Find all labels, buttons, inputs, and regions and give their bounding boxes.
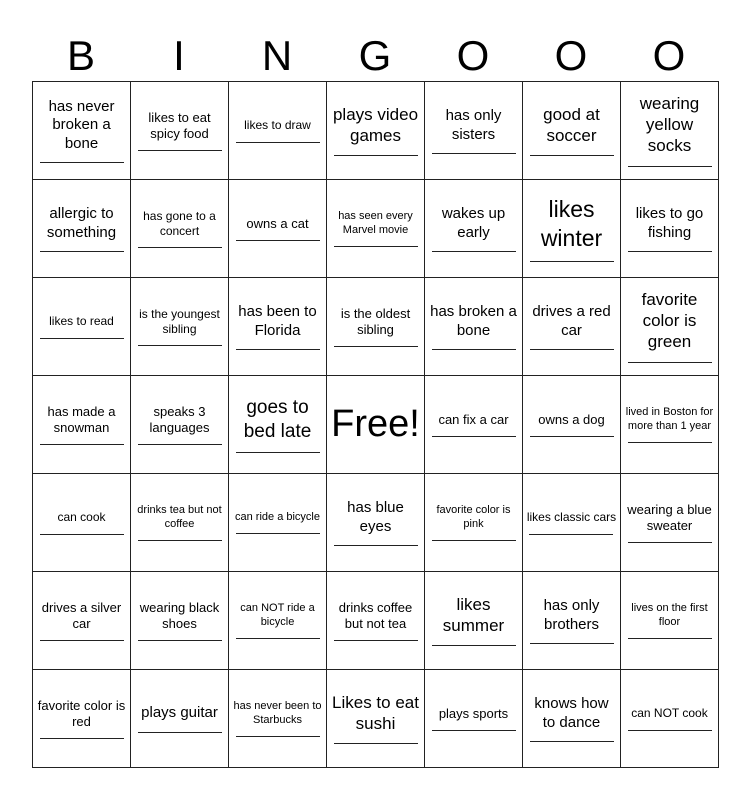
cell-content [527, 195, 617, 261]
bingo-grid [32, 81, 719, 768]
signature-line [432, 344, 516, 350]
signature-line [40, 733, 124, 739]
cell-content [331, 499, 421, 546]
cell-content [138, 704, 222, 732]
bingo-cell[interactable] [131, 82, 229, 180]
cell-content [233, 602, 323, 639]
cell-content [37, 698, 127, 740]
signature-line [40, 529, 124, 535]
signature-line [432, 148, 516, 154]
signature-line [530, 256, 614, 262]
cell-content [530, 412, 614, 438]
cell-label: has been to Florida [238, 303, 317, 339]
cell-content [331, 105, 421, 156]
cell-label: can NOT cook [631, 706, 708, 721]
signature-line [40, 635, 124, 641]
cell-content [625, 290, 715, 362]
bingo-cell[interactable] [33, 670, 131, 768]
signature-line [236, 137, 320, 143]
cell-label: good at soccer [543, 104, 600, 145]
cell-label: likes summer [442, 594, 505, 635]
cell-content [233, 396, 323, 452]
bingo-cell[interactable] [523, 474, 621, 572]
cell-content [429, 595, 519, 646]
cell-label: is the youngest sibling [139, 306, 220, 336]
cell-content [527, 597, 617, 644]
cell-label: drinks coffee but not tea [338, 599, 413, 631]
cell-content [135, 307, 225, 346]
signature-line [236, 344, 320, 350]
cell-label: Likes to eat sushi [332, 692, 419, 733]
cell-label: plays sports [438, 705, 509, 721]
cell-content [432, 706, 516, 732]
bingo-cell[interactable] [229, 180, 327, 278]
bingo-cell[interactable] [33, 376, 131, 474]
cell-content [37, 205, 127, 252]
signature-line [40, 157, 124, 163]
cell-content [625, 502, 715, 544]
bingo-cell[interactable] [327, 474, 425, 572]
cell-label: is the oldest sibling [340, 305, 411, 337]
cell-label: plays guitar [141, 704, 218, 722]
signature-line [530, 638, 614, 644]
bingo-cell[interactable] [327, 180, 425, 278]
bingo-cell[interactable] [425, 572, 523, 670]
cell-label: drinks tea but not coffee [137, 504, 222, 530]
bingo-cell[interactable] [523, 376, 621, 474]
signature-line [40, 246, 124, 252]
bingo-cell[interactable] [131, 278, 229, 376]
signature-line [334, 341, 418, 347]
cell-content [625, 94, 715, 166]
signature-line [628, 437, 712, 443]
signature-line [628, 161, 712, 167]
header-letter-b: B [66, 32, 95, 79]
cell-content [429, 107, 519, 154]
signature-line [138, 439, 222, 445]
signature-line [236, 633, 320, 639]
cell-content [236, 216, 320, 242]
cell-label: wearing a blue sweater [627, 501, 712, 533]
bingo-cell[interactable] [33, 474, 131, 572]
cell-label: favorite color is green [641, 290, 698, 351]
bingo-cell[interactable] [33, 572, 131, 670]
bingo-cell[interactable] [33, 278, 131, 376]
bingo-cell[interactable] [425, 82, 523, 180]
cell-content [331, 306, 421, 348]
signature-line [628, 246, 712, 252]
signature-line [236, 528, 320, 534]
bingo-cell[interactable] [327, 82, 425, 180]
bingo-cell[interactable] [131, 180, 229, 278]
signature-line [334, 150, 418, 156]
cell-content [331, 693, 421, 744]
signature-line [432, 246, 516, 252]
cell-label: speaks 3 languages [149, 403, 210, 435]
cell-label: can cook [57, 510, 106, 525]
cell-label: goes to bed late [243, 397, 312, 442]
cell-content [527, 510, 616, 535]
cell-label: likes to eat spicy food [148, 109, 211, 141]
cell-label: likes to go fishing [635, 205, 704, 241]
cell-content [331, 600, 421, 642]
bingo-cell[interactable] [229, 82, 327, 180]
cell-content [331, 210, 421, 247]
bingo-cell[interactable] [523, 180, 621, 278]
bingo-cell[interactable] [621, 572, 719, 670]
signature-line [628, 633, 712, 639]
header-letter-i: I [173, 32, 185, 79]
signature-line [628, 357, 712, 363]
cell-content [527, 105, 617, 156]
signature-line [432, 535, 516, 541]
cell-content [37, 98, 127, 163]
signature-line [432, 725, 516, 731]
signature-line [628, 537, 712, 543]
bingo-cell[interactable] [523, 82, 621, 180]
cell-content [233, 700, 323, 737]
signature-line [40, 439, 124, 445]
cell-label: plays video games [332, 104, 419, 145]
cell-label: drives a red car [532, 303, 611, 339]
cell-content [432, 412, 516, 438]
cell-label: has seen every Marvel movie [338, 210, 413, 236]
cell-label: wearing black shoes [139, 599, 220, 631]
signature-line [138, 635, 222, 641]
bingo-cell[interactable] [33, 82, 131, 180]
cell-label: has only sisters [445, 107, 502, 143]
header-letter-g: G [358, 32, 392, 79]
signature-line [529, 529, 613, 535]
cell-label: has gone to a concert [143, 208, 216, 238]
signature-line [236, 235, 320, 241]
bingo-cell[interactable] [229, 572, 327, 670]
cell-content [37, 404, 127, 446]
cell-content [429, 205, 519, 252]
bingo-cell[interactable] [621, 180, 719, 278]
cell-content [40, 314, 124, 339]
signature-line [530, 431, 614, 437]
bingo-cell[interactable] [523, 572, 621, 670]
cell-content [429, 303, 519, 350]
signature-line [334, 540, 418, 546]
cell-label: owns a dog [538, 411, 605, 427]
cell-content [40, 510, 124, 535]
bingo-cell[interactable] [425, 180, 523, 278]
bingo-cell[interactable] [621, 82, 719, 180]
signature-line [530, 344, 614, 350]
cell-label: can NOT ride a bicycle [240, 602, 315, 628]
signature-line [138, 340, 222, 346]
bingo-cell[interactable] [425, 474, 523, 572]
signature-line [138, 242, 222, 248]
signature-line [530, 150, 614, 156]
cell-label: allergic to something [46, 205, 117, 241]
signature-line [236, 447, 320, 453]
cell-label: wakes up early [441, 205, 506, 241]
header-letter-o: O [652, 32, 686, 79]
bingo-cell[interactable] [229, 376, 327, 474]
signature-line [40, 333, 124, 339]
cell-content [135, 404, 225, 446]
signature-line [432, 431, 516, 437]
cell-label: wearing yellow socks [639, 94, 700, 155]
cell-content [625, 205, 715, 252]
cell-content [135, 504, 225, 541]
cell-label: has made a snowman [47, 403, 116, 435]
free-space-label: Free! [331, 403, 420, 446]
cell-label: likes winter [540, 196, 603, 251]
cell-label: favorite color is red [37, 697, 126, 729]
cell-content [236, 118, 320, 143]
bingo-cell[interactable] [131, 670, 229, 768]
free-space-cell[interactable] [327, 376, 425, 474]
cell-label: drives a silver car [41, 599, 122, 631]
bingo-cell[interactable] [229, 670, 327, 768]
signature-line [138, 727, 222, 733]
bingo-cell[interactable] [131, 474, 229, 572]
cell-label: knows how to dance [534, 695, 609, 731]
cell-label: favorite color is pink [436, 504, 511, 530]
bingo-cell[interactable] [327, 670, 425, 768]
signature-line [334, 738, 418, 744]
signature-line [138, 145, 222, 151]
bingo-cell[interactable] [523, 670, 621, 768]
signature-line [138, 535, 222, 541]
cell-content [625, 406, 715, 443]
bingo-cell[interactable] [621, 376, 719, 474]
bingo-cell[interactable] [621, 670, 719, 768]
cell-label: has only brothers [543, 597, 600, 633]
cell-content [233, 303, 323, 350]
cell-label: has never been to Starbucks [233, 700, 322, 726]
bingo-cell[interactable] [523, 278, 621, 376]
cell-content [527, 303, 617, 350]
bingo-cell[interactable] [131, 376, 229, 474]
signature-line [334, 635, 418, 641]
cell-label: can ride a bicycle [235, 510, 320, 523]
bingo-cell[interactable] [327, 572, 425, 670]
signature-line [432, 640, 516, 646]
bingo-cell[interactable] [327, 278, 425, 376]
bingo-cell[interactable] [621, 278, 719, 376]
cell-content [135, 600, 225, 642]
cell-content [135, 209, 225, 248]
signature-line [236, 731, 320, 737]
cell-content [429, 504, 519, 541]
cell-label: can fix a car [438, 411, 509, 427]
bingo-cell[interactable] [131, 572, 229, 670]
cell-content [135, 110, 225, 152]
header-letter-n: N [261, 32, 293, 79]
cell-label: likes to read [49, 314, 114, 329]
cell-label: has blue eyes [347, 499, 404, 535]
header-letter-o: O [456, 32, 490, 79]
cell-content [331, 401, 420, 447]
bingo-cell[interactable] [229, 474, 327, 572]
cell-label: owns a cat [246, 215, 309, 231]
cell-label: lives on the first floor [631, 602, 708, 628]
cell-label: likes classic cars [526, 510, 617, 525]
bingo-cell[interactable] [229, 278, 327, 376]
cell-label: lived in Boston for more than 1 year [625, 406, 714, 432]
cell-label: likes to draw [244, 118, 311, 133]
bingo-cell[interactable] [621, 474, 719, 572]
cell-label: has never broken a bone [48, 98, 115, 152]
cell-content [625, 602, 715, 639]
bingo-header [32, 30, 718, 82]
cell-content [235, 511, 320, 534]
signature-line [628, 725, 712, 731]
cell-content [628, 706, 712, 731]
cell-content [527, 695, 617, 742]
header-letter-o: O [554, 32, 588, 79]
signature-line [334, 241, 418, 247]
bingo-cell[interactable] [33, 180, 131, 278]
bingo-cell[interactable] [425, 278, 523, 376]
bingo-cell[interactable] [425, 670, 523, 768]
bingo-cell[interactable] [425, 376, 523, 474]
cell-label: has broken a bone [430, 303, 517, 339]
signature-line [530, 736, 614, 742]
cell-content [37, 600, 127, 642]
